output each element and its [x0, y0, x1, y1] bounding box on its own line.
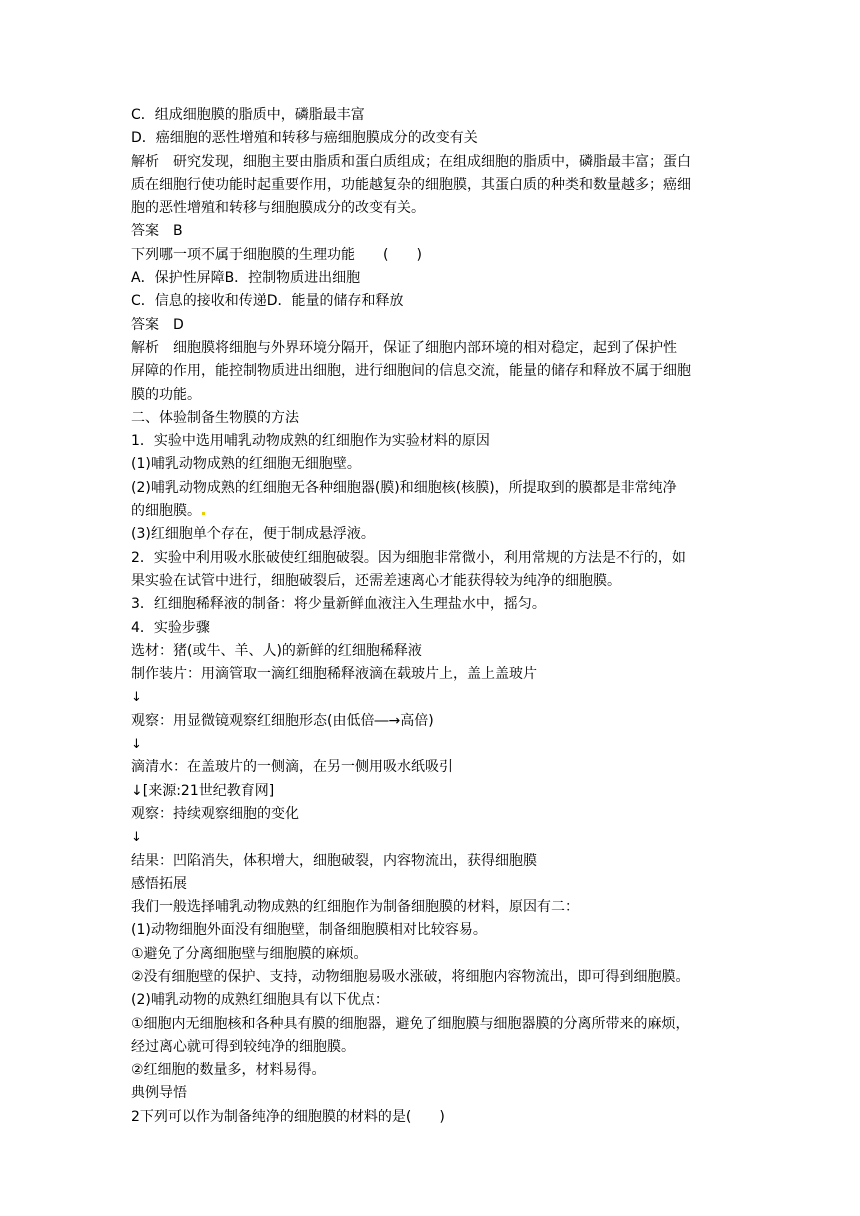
options-cd — [131, 290, 731, 313]
analysis2-line-2: 屏障的作用，能控制物质进出细胞，进行细胞间的信息交流，能量的储存和释放不属于细胞 — [131, 363, 691, 380]
insight-2-b: ②红细胞的数量多，材料易得。 — [131, 1062, 326, 1079]
insight-intro: 我们一般选择哺乳动物成熟的红细胞作为制备细胞膜的材料，原因有二： — [131, 899, 579, 916]
insight-1-a: ①避免了分离细胞壁与细胞膜的麻烦。 — [131, 945, 368, 962]
point-4: 4．实验步骤 — [131, 619, 210, 636]
step-slide: 制作装片：用滴管取一滴红细胞稀释液滴在载玻片上，盖上盖玻片 — [131, 666, 537, 683]
insight-2-a-line-2: 经过离心就可得到较纯净的细胞膜。 — [131, 1038, 355, 1055]
analysis2-line-1: 解析 细胞膜将细胞与外界环境分隔开，保证了细胞内部环境的相对稳定，起到了保护性 — [131, 339, 677, 356]
point-1-sub-2-line-2 — [131, 500, 731, 523]
point-1-sub-3: (3)红细胞单个存在，便于制成悬浮液。 — [131, 526, 375, 543]
analysis-line-3: 胞的恶性增殖和转移与细胞膜成分的改变有关。 — [131, 200, 425, 217]
insight-2-a-line-1: ①细胞内无细胞核和各种具有膜的细胞器，避免了细胞膜与细胞器膜的分离所带来的麻烦， — [131, 1015, 690, 1032]
point-2-line-1: 2．实验中利用吸水胀破使红细胞破裂。因为细胞非常微小，利用常规的方法是不行的，如 — [131, 549, 686, 566]
options-ab: A．保护性屏障B．控制物质进出细胞 — [131, 270, 361, 287]
example-heading: 典例导悟 — [131, 1085, 187, 1102]
analysis2-line-3: 膜的功能。 — [131, 386, 201, 403]
insight-2: (2)哺乳动物的成熟红细胞具有以下优点： — [131, 992, 389, 1009]
example-question: 2下列可以作为制备纯净的细胞膜的材料的是( ) — [131, 1108, 445, 1125]
step-water: 滴清水：在盖玻片的一侧滴，在另一侧用吸水纸吸引 — [131, 759, 453, 776]
step-observe-1: 观察：用显微镜观察红细胞形态(由低倍―→高倍) — [131, 712, 434, 729]
point-3: 3．红细胞稀释液的制备：将少量新鲜血液注入生理盐水中，摇匀。 — [131, 596, 546, 613]
option-c: C．组成细胞膜的脂质中，磷脂最丰富 — [131, 107, 365, 123]
insight-heading: 感悟拓展 — [131, 875, 187, 892]
section-heading: 二、体验制备生物膜的方法 — [131, 409, 299, 426]
insight-1-b: ②没有细胞壁的保护、支持，动物细胞易吸水涨破，将细胞内容物流出，即可得到细胞膜。 — [131, 968, 690, 985]
down-arrow-icon: ↓ — [131, 690, 142, 706]
answer-1: 答案 B — [131, 223, 183, 240]
step-observe-2: 观察：持续观察细胞的变化 — [131, 805, 299, 822]
highlight-mark — [202, 512, 205, 515]
step-select: 选材：猪(或牛、羊、人)的新鲜的红细胞稀释液 — [131, 642, 422, 659]
options-cd-text: C．信息的接收和传递D．能量的储存和释放 — [131, 293, 404, 310]
point-1-sub-2-line-1: (2)哺乳动物成熟的红细胞无各种细胞器(膜)和细胞核(核膜)，所提取到的膜都是非常纯净 — [131, 479, 677, 496]
step-result: 结果：凹陷消失，体积增大，细胞破裂，内容物流出，获得细胞膜 — [131, 852, 537, 869]
analysis-line-1: 解析 研究发现，细胞主要由脂质和蛋白质组成；在组成细胞的脂质中，磷脂最丰富；蛋白 — [131, 153, 691, 170]
insight-1: (1)动物细胞外面没有细胞壁，制备细胞膜相对比较容易。 — [131, 922, 487, 939]
option-d: D．癌细胞的恶性增殖和转移与癌细胞膜成分的改变有关 — [131, 130, 478, 147]
question-2: 下列哪一项不属于细胞膜的生理功能 ( ) — [131, 246, 422, 263]
point-1-sub-1: (1)哺乳动物成熟的红细胞无细胞壁。 — [131, 456, 361, 473]
source-note: ↓[来源:21世纪教育网] — [131, 782, 275, 799]
point-2-line-2: 果实验在试管中进行，细胞破裂后，还需差速离心才能获得较为纯净的细胞膜。 — [131, 572, 621, 589]
point-1-sub-2-line-2-text: 的细胞膜。 — [131, 503, 201, 520]
down-arrow-icon: ↓ — [131, 737, 142, 753]
point-1: 1．实验中选用哺乳动物成熟的红细胞作为实验材料的原因 — [131, 433, 490, 450]
down-arrow-icon: ↓ — [131, 830, 142, 846]
analysis-line-2: 质在细胞行使功能时起重要作用，功能越复杂的细胞膜，其蛋白质的种类和数量越多；癌细 — [131, 176, 691, 193]
document-body — [131, 104, 731, 1129]
answer-2: 答案 D — [131, 316, 184, 333]
